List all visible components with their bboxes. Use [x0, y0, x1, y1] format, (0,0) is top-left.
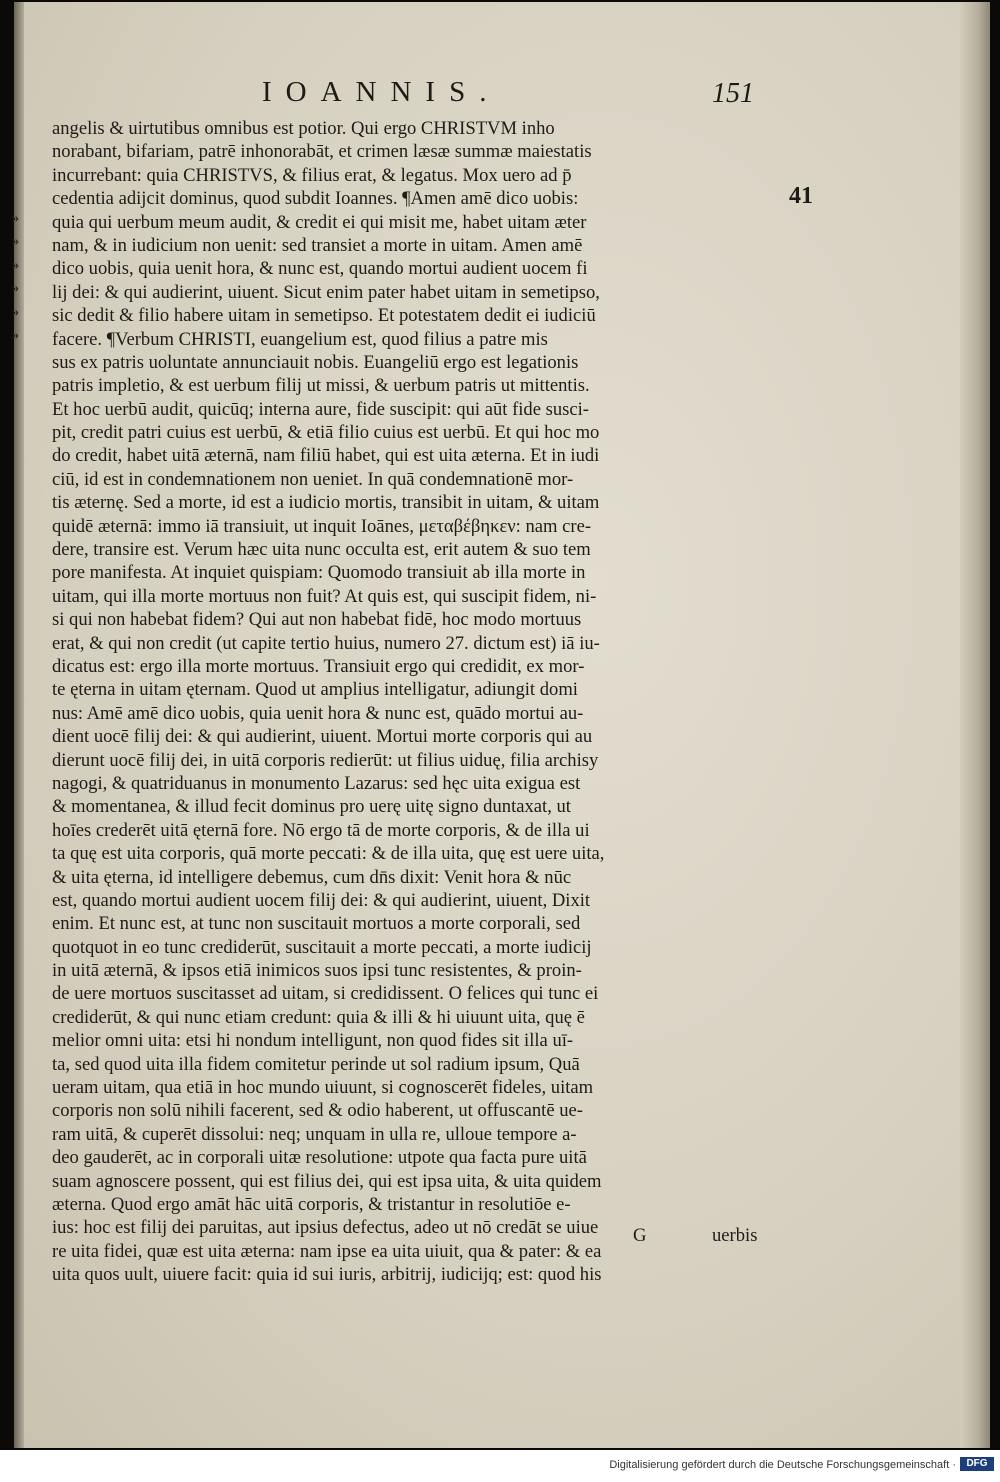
text-line: facere. ¶Verbum CHRISTI, euangelium est, quod filius a patre mis [52, 328, 548, 350]
text-line: te ęterna in uitam ęternam. Quod ut amplius intelligatur, adiungit domi [52, 679, 578, 701]
text-line: corporis non solū nihili facerent, sed & odio haberent, ut offuscantē ue- [52, 1100, 583, 1122]
text-line: in uitā æternā, & ipsos etiā inimicos suos ipsi tunc resistentes, & proin- [52, 960, 582, 982]
text-line: erat, & qui non credit (ut capite tertio huius, numero 27. dictum est) iā iu- [52, 632, 600, 654]
text-line: sus ex patris uoluntate annunciauit nobis. Euangeliū ergo est legationis [52, 351, 579, 373]
running-title: IOANNIS. [262, 76, 501, 108]
footer-credit: Digitalisierung gefördert durch die Deutsche Forschungsgemeinschaft · [609, 1459, 956, 1471]
text-line: dere, transire est. Verum hæc uita nunc occulta est, erit autem & suo tem [52, 539, 591, 561]
text-line: nus: Amē amē dico uobis, quia uenit hora & nunc est, quādo mortui au- [52, 702, 584, 724]
quote-mark: » [12, 328, 19, 344]
text-line: dient uocē filij dei: & qui audierint, uiuent. Mortui morte corporis qui au [52, 726, 593, 748]
quote-mark: » [12, 211, 19, 226]
text-line: incurrebant: quia CHRISTVS, & filius erat, & legatus. Mox uero ad p̄ [52, 164, 572, 186]
text-line: re uita fidei, quæ est uita æterna: nam ipse ea uita uiuit, qua & pater: & ea [52, 1240, 602, 1262]
text-line: ueram uitam, qua etiā in hoc mundo uiuunt, si cognoscerēt fideles, uitam [52, 1077, 594, 1099]
text-line: quia qui uerbum meum audit, & credit ei qui misit me, habet uitam æter [52, 211, 587, 233]
text-line: lij dei: & qui audierint, uiuent. Sicut enim pater habet uitam in semetipso, [52, 281, 600, 303]
signature-mark: G [633, 1225, 647, 1246]
quote-mark: » [12, 257, 19, 273]
text-line: crediderūt, & qui nunc etiam credunt: quia & illi & hi uiuunt uita, quę ē [52, 1006, 585, 1028]
text-line: do credit, habet uitā æternā, nam filiū habet, qui est uita æterna. Et in iudi [52, 445, 600, 467]
text-line: pore manifesta. At inquiet quispiam: Quomodo transiuit ab illa morte in [52, 562, 586, 584]
quote-mark: » [12, 304, 19, 320]
text-line: est, quando mortui audient uocem filij dei: & qui audierint, uiuent, Dixit [52, 889, 591, 911]
text-line: dicatus est: ergo illa morte mortuus. Transiuit ergo qui credidit, ex mor- [52, 655, 585, 677]
catchword: uerbis [712, 1225, 758, 1246]
text-line: pit, credit patri cuius est uerbū, & etiā filio cuius est uerbū. Et qui hoc mo [52, 422, 600, 444]
quote-mark: » [12, 281, 19, 297]
page-edge [960, 2, 990, 1448]
text-line: quidē æternā: immo iā transiuit, ut inquit Ioānes, μεταβέβηκεν: nam cre- [52, 515, 592, 537]
text-line: uita quos uult, uiuere facit: quia id sui iuris, arbitrij, iudicijq; est: quod his [52, 1264, 602, 1286]
text-line: nam, & in iudicium non uenit: sed transiet a morte in uitam. Amen amē [52, 234, 583, 256]
folio-number: 151 [712, 78, 754, 109]
dfg-logo: DFG [960, 1457, 994, 1471]
text-line: deo gauderēt, ac in corporali uitæ resolutione: utpote qua facta pure uitā [52, 1147, 587, 1169]
text-line: hoīes crederēt uitā ęternā fore. Nō ergo tā de morte corporis, & de illa ui [52, 819, 590, 841]
text-line: sic dedit & filio habere uitam in semetipso. Et potestatem dedit ei iudiciū [52, 305, 596, 327]
text-line: & uita ęterna, id intelligere debemus, cum dn̄s dixit: Venit hora & nūc [52, 866, 572, 888]
text-line: ius: hoc est filij dei paruitas, aut ipsius defectus, adeo ut nō credāt se uiue [52, 1217, 599, 1239]
text-line: Et hoc uerbū audit, quicūq; interna aure, fide suscipit: qui aūt fide susci- [52, 398, 590, 420]
text-line: tis æternę. Sed a morte, id est a iudicio mortis, transibit in uitam, & uitam [52, 492, 600, 514]
quote-mark: » [12, 234, 19, 250]
text-line: angelis & uirtutibus omnibus est potior. Qui ergo CHRISTVM inho [52, 118, 555, 139]
text-line: æterna. Quod ergo amāt hāc uitā corporis, & tristantur in resolutiōe e- [52, 1193, 571, 1215]
text-line: si qui non habebat fidem? Qui aut non habebat fidē, hoc modo mortuus [52, 609, 582, 631]
page-header [0, 76, 1000, 116]
text-line: uitam, qui illa morte mortuus non fuit? At quis est, qui suscipit fidem, ni- [52, 585, 597, 607]
text-line: patris impletio, & est uerbum filij ut missi, & uerbum patris ut mittentis. [52, 375, 590, 397]
text-line: cedentia adijcit dominus, quod subdit Ioannes. ¶Amen amē dico uobis: [52, 188, 579, 210]
text-line: enim. Et nunc est, at tunc non suscitauit mortuos a morte corporali, sed [52, 913, 581, 935]
text-line: suam agnoscere possent, qui est filius dei, qui est ipsa uita, & uita quidem [52, 1170, 602, 1192]
text-line: dierunt uocē filij dei, in uitā corporis redierūt: ut filius uiduę, filia archisy [52, 749, 599, 771]
body-text [52, 117, 780, 1287]
text-line: ciū, id est in condemnationem non ueniet. In quā condemnationē mor- [52, 468, 574, 490]
text-line: melior omni uita: etsi hi nondum intelligunt, non quod fides sit illa uī- [52, 1030, 574, 1052]
text-line: dico uobis, quia uenit hora, & nunc est, quando mortui audient uocem fi [52, 258, 588, 280]
text-line: & momentanea, & illud fecit dominus pro uerę uitę signo duntaxat, ut [52, 796, 571, 818]
text-line: quotquot in eo tunc crediderūt, suscitauit a morte peccati, a morte iudicij [52, 936, 592, 958]
margin-quote-marks [12, 207, 42, 347]
text-line: nagogi, & quatriduanus in monumento Lazarus: sed hęc uita exigua est [52, 772, 581, 794]
text-line: ta quę est uita corporis, quā morte peccati: & de illa uita, quę est uere uita, [52, 843, 605, 865]
digitization-footer [0, 1450, 1000, 1482]
text-line: ta, sed quod uita illa fidem comitetur perinde ut sol radium ipsum, Quā [52, 1053, 580, 1075]
margin-number: 41 [789, 183, 813, 209]
text-line: norabant, bifariam, patrē inhonorabāt, et crimen læsæ summæ maiestatis [52, 141, 592, 163]
text-line: ram uitā, & cuperēt dissolui: neq; unquam in ulla re, ulloue tempore a- [52, 1123, 577, 1145]
text-line: de uere mortuos suscitasset ad uitam, si credidissent. O felices qui tunc ei [52, 983, 599, 1005]
